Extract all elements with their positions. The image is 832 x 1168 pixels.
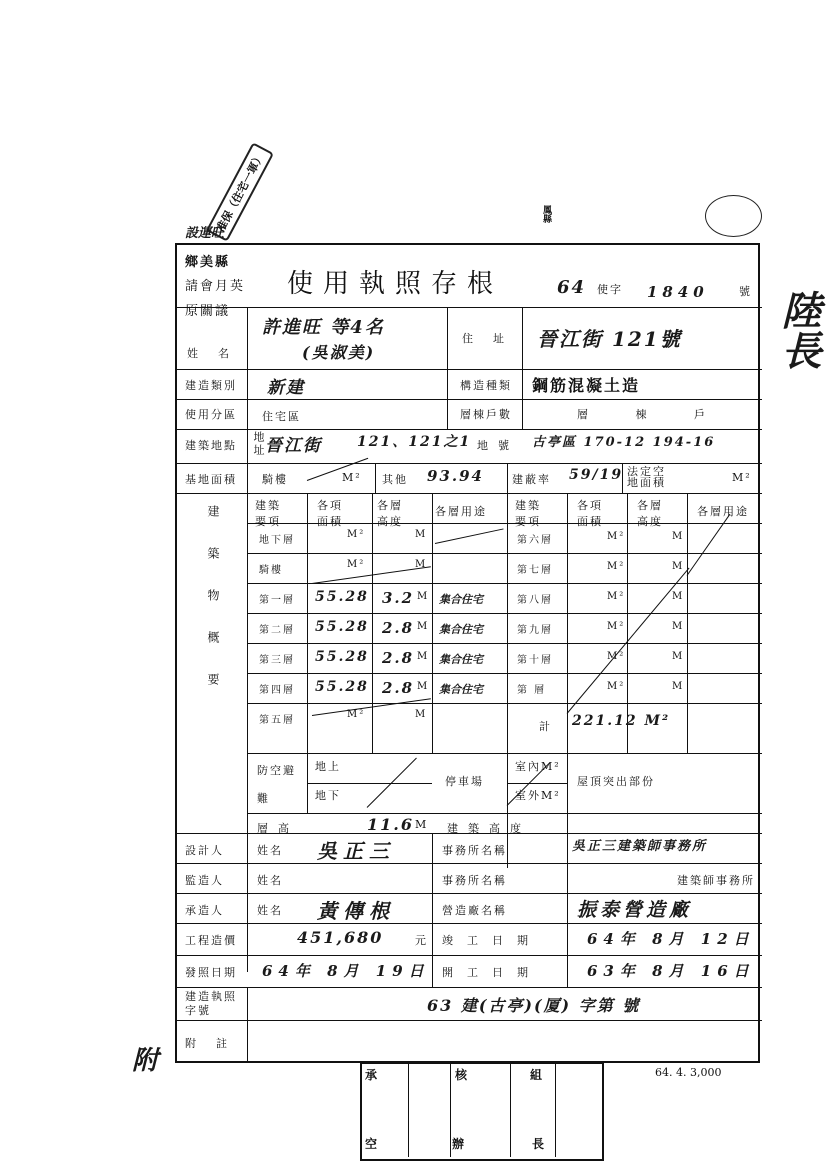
floor-area: M² <box>607 621 626 632</box>
permit-label: 建造執照字號 <box>185 990 237 1017</box>
designer-name: 吳正三 <box>317 839 395 863</box>
parking-in: 室內M² <box>515 760 561 773</box>
builder-name: 黃傳根 <box>317 899 395 923</box>
cost-label: 工程造價 <box>185 934 237 947</box>
col-header-0: 建築要項 <box>255 499 281 528</box>
complete-value: 64年 8月 12日 <box>587 930 755 948</box>
approval-b: 核 <box>455 1068 468 1082</box>
floor-area: 55.28 <box>315 619 369 635</box>
floor-height: 3.2 <box>382 589 415 607</box>
floor-height: 11.6 <box>367 815 414 834</box>
designer-office-label: 事務所名稱 <box>442 844 507 857</box>
supervisor-office-suffix: 建築師事務所 <box>677 874 755 887</box>
permit-word: 使字 <box>597 283 623 296</box>
complete-label: 竣工日期 <box>442 934 542 947</box>
floor-height: M <box>672 651 685 662</box>
start-label: 開工日期 <box>442 966 542 979</box>
type-label: 建造類別 <box>185 379 237 392</box>
floor-height-unit: M <box>417 681 430 692</box>
area-other: 93.94 <box>427 467 484 485</box>
floor-label: 第九層 <box>517 625 553 636</box>
top-right-stamp <box>705 195 762 237</box>
approval-a: 承 <box>365 1068 378 1082</box>
approval-e: 長 <box>532 1137 545 1151</box>
issue-label: 發照日期 <box>185 966 237 979</box>
floor-label: 第七層 <box>517 565 553 576</box>
floor-area: M² <box>347 709 366 720</box>
floor-area: M² <box>607 681 626 692</box>
roof-label: 屋頂突出部份 <box>577 775 655 788</box>
col-header-6: 各層高度 <box>637 499 663 528</box>
builder-firm-label: 營造廠名稱 <box>442 904 507 917</box>
floor-height: M <box>672 531 685 542</box>
designer-office: 吳正三建築師事務所 <box>572 839 708 854</box>
builder-firm: 振泰營造廠 <box>577 899 693 921</box>
floor-height-unit: M <box>415 818 429 831</box>
floor-height: M <box>672 621 685 632</box>
parking-out: 室外M² <box>515 789 561 802</box>
floor-height: M <box>415 559 428 570</box>
floor-height-unit: M <box>417 651 430 662</box>
floor-height: M <box>415 529 428 540</box>
top-right-stamp-text: 鳳縣 <box>541 205 551 223</box>
col-header-2: 各層高度 <box>377 499 403 528</box>
address-value: 晉江街 121號 <box>537 327 682 351</box>
permit-value: 63 建(古亭)(厦) 字第 號 <box>427 996 641 1015</box>
floor-label: 第三層 <box>259 655 295 666</box>
use-zone-value: 住宅區 <box>262 410 301 423</box>
supervisor-name-label: 姓名 <box>257 874 283 887</box>
shelter-down: 地下 <box>315 789 341 802</box>
floor-area: 55.28 <box>315 679 369 695</box>
floor-area: M² <box>607 561 626 572</box>
site-street: 晉江街 <box>265 436 322 456</box>
floor-label: 第二層 <box>259 625 295 636</box>
use-zone-label: 使用分區 <box>185 408 237 421</box>
floor-height: M <box>415 709 428 720</box>
floor-label: 第六層 <box>517 535 553 546</box>
print-info: 64. 4. 3,000 <box>655 1066 722 1079</box>
floor-label: 騎樓 <box>259 565 283 576</box>
approval-f: 空 <box>365 1137 378 1151</box>
office-label: 原關議 <box>185 304 231 319</box>
issue-value: 64年 8月 19日 <box>262 962 430 980</box>
permit-form <box>175 243 760 1063</box>
supervisor-office-label: 事務所名稱 <box>442 874 507 887</box>
floor-area: M² <box>347 559 366 570</box>
floor-area: 55.28 <box>315 649 369 665</box>
col-header-5: 各項面積 <box>577 499 603 528</box>
structure-value: 鋼筋混凝土造 <box>532 376 641 395</box>
approval-box <box>360 1062 604 1161</box>
type-value: 新建 <box>267 378 305 398</box>
floor-label: 第一層 <box>259 595 295 606</box>
shelter-up: 地上 <box>315 760 341 773</box>
floor-use: 集合住宅 <box>439 593 483 606</box>
floor-height: M <box>672 681 685 692</box>
bldg-height-label: 建築高度 <box>447 822 531 835</box>
structure-label: 構造種類 <box>460 379 512 392</box>
area-label: 基地面積 <box>185 473 237 486</box>
table-side-label: 建築物概要 <box>206 505 220 715</box>
form-title: 使用執照存根 <box>287 269 504 299</box>
floor-height: 2.8 <box>382 679 415 697</box>
supervisor-label: 監造人 <box>185 874 224 887</box>
floor-use: 集合住宅 <box>439 623 483 636</box>
site-label: 建築地點 <box>185 439 237 452</box>
top-note: 設運旺 <box>185 226 225 241</box>
start-value: 63年 8月 16日 <box>587 962 755 980</box>
site-number: 121、121之1 <box>357 434 472 450</box>
floor-use: 集合住宅 <box>439 683 483 696</box>
coverage-value: 59/19 <box>569 467 624 483</box>
side-left-char: 附 <box>132 1046 159 1076</box>
floor-height: 2.8 <box>382 619 415 637</box>
cost-value: 451,680 <box>297 928 384 947</box>
site-lot: 古亭區 170-12 194-16 <box>532 435 716 450</box>
floor-area: M² <box>347 529 366 540</box>
floor-label: 第八層 <box>517 595 553 606</box>
floor-height-unit: M <box>417 591 430 602</box>
address-label: 住址 <box>462 332 524 345</box>
col-header-4: 建築要項 <box>515 499 541 528</box>
floor-height: M <box>672 591 685 602</box>
total-label: 計 <box>539 720 552 733</box>
floor-height-label: 層高 <box>257 822 299 835</box>
note-label: 附註 <box>185 1037 247 1050</box>
approval-d: 辦 <box>452 1137 465 1151</box>
name-label: 姓名 <box>187 347 249 360</box>
floor-label: 地下層 <box>259 535 295 546</box>
area-qilou-unit: M² <box>342 471 362 484</box>
floor-area: M² <box>607 531 626 542</box>
floor-area: M² <box>607 591 626 602</box>
total-value: 221.12 M² <box>572 713 671 729</box>
site-lot-label: 地號 <box>477 439 519 452</box>
dept-label: 請會月英 <box>185 279 246 294</box>
approval-c: 組 <box>530 1068 543 1082</box>
parking-label: 停車場 <box>445 775 484 788</box>
floor-label: 第五層 <box>259 715 295 726</box>
col-header-3: 各層用途 <box>435 505 487 518</box>
permit-year: 64 <box>557 277 587 298</box>
floor-label: 第十層 <box>517 655 553 666</box>
floor-label: 第四層 <box>259 685 295 696</box>
legal-space-label: 法定空地面積 <box>627 465 666 489</box>
coverage-label: 建蔽率 <box>512 473 551 486</box>
site-prefix: 地址 <box>252 431 265 457</box>
cost-unit: 元 <box>415 934 428 947</box>
floor-height-unit: M <box>417 621 430 632</box>
designer-label: 設計人 <box>185 844 224 857</box>
side-right-text: 陸長 <box>775 290 822 370</box>
diagonal-stamp: 准保（住宅一軍） <box>206 142 274 242</box>
area-qilou: 騎樓 <box>262 473 288 486</box>
floor-area: 55.28 <box>315 589 369 605</box>
builder-label: 承造人 <box>185 904 224 917</box>
col-header-7: 各層用途 <box>697 505 749 518</box>
builder-name-label: 姓名 <box>257 904 283 917</box>
shelter-label: 防空避難 <box>257 764 296 805</box>
permit-suffix: 號 <box>739 285 752 298</box>
col-header-1: 各項面積 <box>317 499 343 528</box>
county-label: 鄉美縣 <box>185 255 231 270</box>
floor-height: M <box>672 561 685 572</box>
permit-number: 1840 <box>647 283 709 301</box>
floor-height: 2.8 <box>382 649 415 667</box>
applicant-name: 許進旺 等4名 <box>262 317 385 338</box>
area-other-label: 其他 <box>382 473 408 486</box>
floors-value: 層 棟 戶 <box>577 408 727 421</box>
applicant-name-2: (吳淑美) <box>302 343 376 362</box>
designer-name-label: 姓名 <box>257 844 283 857</box>
floors-label: 層棟戶數 <box>460 408 512 421</box>
floor-use: 集合住宅 <box>439 653 483 666</box>
floor-label: 第 層 <box>517 685 547 696</box>
floor-area: M² <box>607 651 626 662</box>
legal-space-unit: M² <box>732 471 752 484</box>
